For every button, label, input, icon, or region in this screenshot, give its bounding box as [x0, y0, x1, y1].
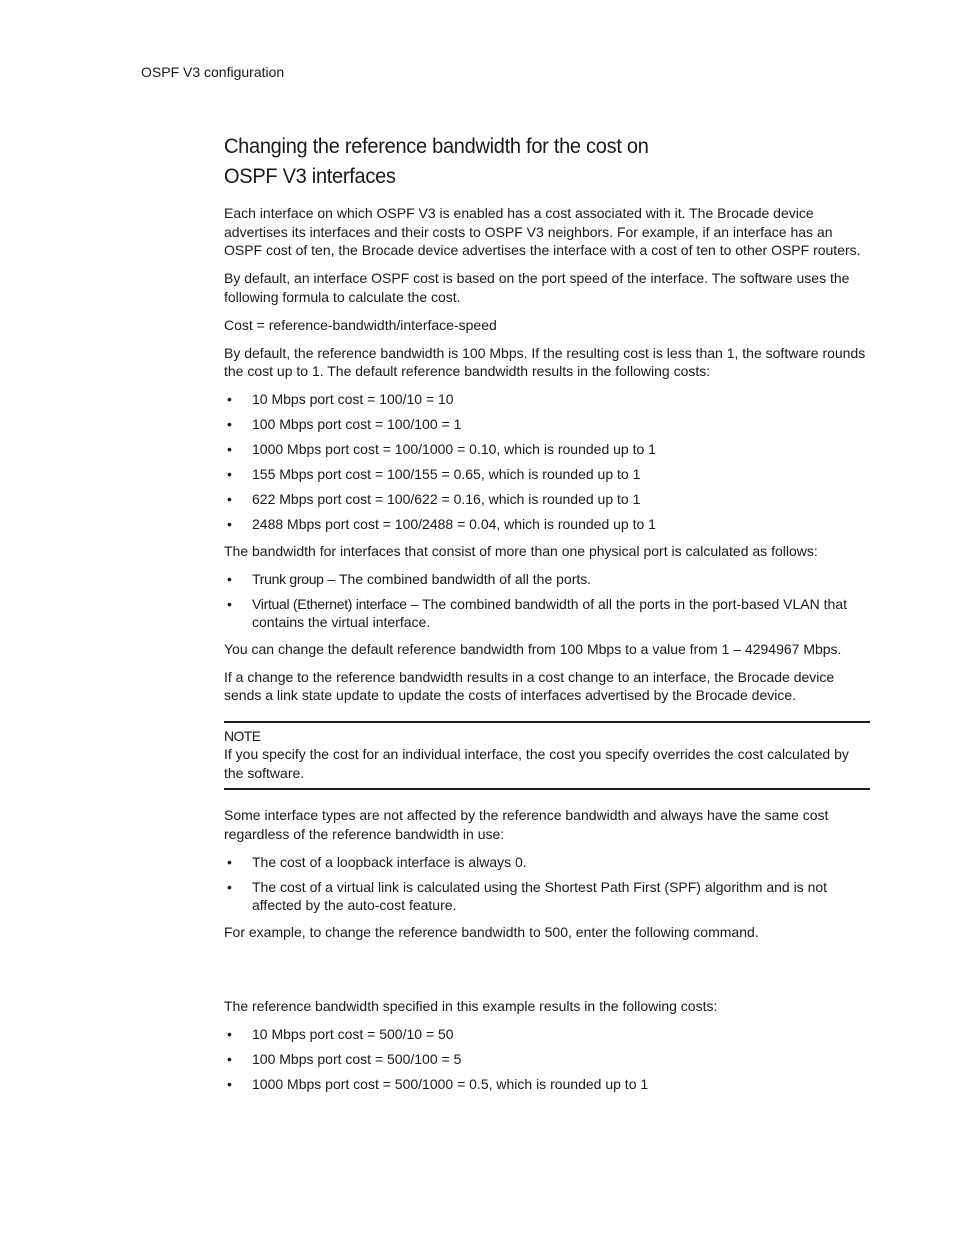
bullet-icon: • — [227, 416, 232, 432]
list-item: • 10 Mbps port cost = 500/10 = 50 — [227, 1025, 454, 1042]
bullet-icon: • — [227, 853, 232, 870]
paragraph: You can change the default reference bandwidth from 100 Mbps to a value from 1 – 4294967 Mbps. — [224, 640, 842, 657]
paragraph: Each interface on which OSPF V3 is enabled has a cost associated with it. The Brocade device advertises its interfaces and their costs to OSPF V3 neighbors. For example, if an interface has an OSPF cost of ten, the Brocade device advertises the interface with a cost of ten to other OSPF routers. — [224, 205, 861, 258]
list-item: • 155 Mbps port cost = 100/155 = 0.65, which is rounded up to 1 — [227, 466, 641, 482]
paragraph: For example, to change the reference bandwidth to 500, enter the following command. — [224, 923, 759, 940]
bullet-icon: • — [227, 595, 232, 612]
section-content — [224, 131, 870, 1101]
bullet-icon: • — [227, 441, 232, 457]
list-item: • 1000 Mbps port cost = 500/1000 = 0.5, which is rounded up to 1 — [227, 1075, 649, 1092]
list-item: • 622 Mbps port cost = 100/622 = 0.16, which is rounded up to 1 — [227, 491, 641, 507]
term: Virtual (Ethernet) interface — [252, 595, 407, 612]
list-item: • The cost of a virtual link is calculated using the Shortest Path First (SPF) algorithm and is not affected by the auto-cost feature. — [227, 878, 828, 913]
paragraph: If a change to the reference bandwidth results in a cost change to an interface, the Brocade device sends a link state update to update the costs of interfaces advertised by the Brocade device. — [224, 668, 835, 703]
bullet-icon: • — [227, 1025, 232, 1042]
list-item: • Virtual (Ethernet) interface – The combined bandwidth of all the ports in the port-based VLAN that contains the virtual interface. — [227, 595, 847, 630]
list-item: • 2488 Mbps port cost = 100/2488 = 0.04, which is rounded up to 1 — [227, 516, 656, 532]
section-title — [224, 131, 708, 191]
multiport-list — [224, 570, 870, 632]
note-box — [224, 721, 870, 791]
paragraph: Some interface types are not affected by the reference bandwidth and always have the same cost regardless of the reference bandwidth in use: — [224, 807, 829, 842]
list-item: • 1000 Mbps port cost = 100/1000 = 0.10, which is rounded up to 1 — [227, 441, 656, 457]
example-costs-list — [224, 1025, 870, 1094]
default-costs-list — [224, 390, 870, 534]
paragraph: By default, the reference bandwidth is 100 Mbps. If the resulting cost is less than 1, the software rounds the cost up to 1. The default reference bandwidth results in the following costs: — [224, 344, 866, 379]
bullet-icon: • — [227, 491, 232, 507]
paragraph: The bandwidth for interfaces that consist of more than one physical port is calculated as follows: — [224, 542, 818, 559]
bullet-icon: • — [227, 391, 232, 407]
section-title-line-1: Changing the reference bandwidth for the cost on — [224, 134, 649, 158]
bullet-icon: • — [227, 466, 232, 482]
bullet-icon: • — [227, 1050, 232, 1067]
bullet-icon: • — [227, 878, 232, 895]
term: Trunk group — [252, 570, 324, 587]
section-title-line-2: OSPF V3 interfaces — [224, 164, 396, 188]
list-item: • 10 Mbps port cost = 100/10 = 10 — [227, 391, 454, 407]
unaffected-list — [224, 853, 870, 915]
paragraph: By default, an interface OSPF cost is based on the port speed of the interface. The software uses the following formula to calculate the cost. — [224, 270, 850, 305]
paragraph: The reference bandwidth specified in this example results in the following costs: — [224, 997, 718, 1014]
list-item: • 100 Mbps port cost = 100/100 = 1 — [227, 416, 462, 432]
note-label: NOTE — [224, 727, 261, 744]
bullet-icon: • — [227, 1075, 232, 1092]
formula: Cost = reference-bandwidth/interface-speed — [224, 316, 497, 333]
running-header: OSPF V3 configuration — [141, 64, 285, 80]
bullet-icon: • — [227, 570, 232, 587]
list-item: • 100 Mbps port cost = 500/100 = 5 — [227, 1050, 462, 1067]
command-spacer — [224, 951, 870, 997]
list-item: • The cost of a loopback interface is always 0. — [227, 853, 527, 870]
note-text: If you specify the cost for an individual interface, the cost you specify overrides the cost calculated by the software. — [224, 746, 849, 781]
list-item: • Trunk group – The combined bandwidth of all the ports. — [227, 570, 592, 587]
bullet-icon: • — [227, 516, 232, 532]
